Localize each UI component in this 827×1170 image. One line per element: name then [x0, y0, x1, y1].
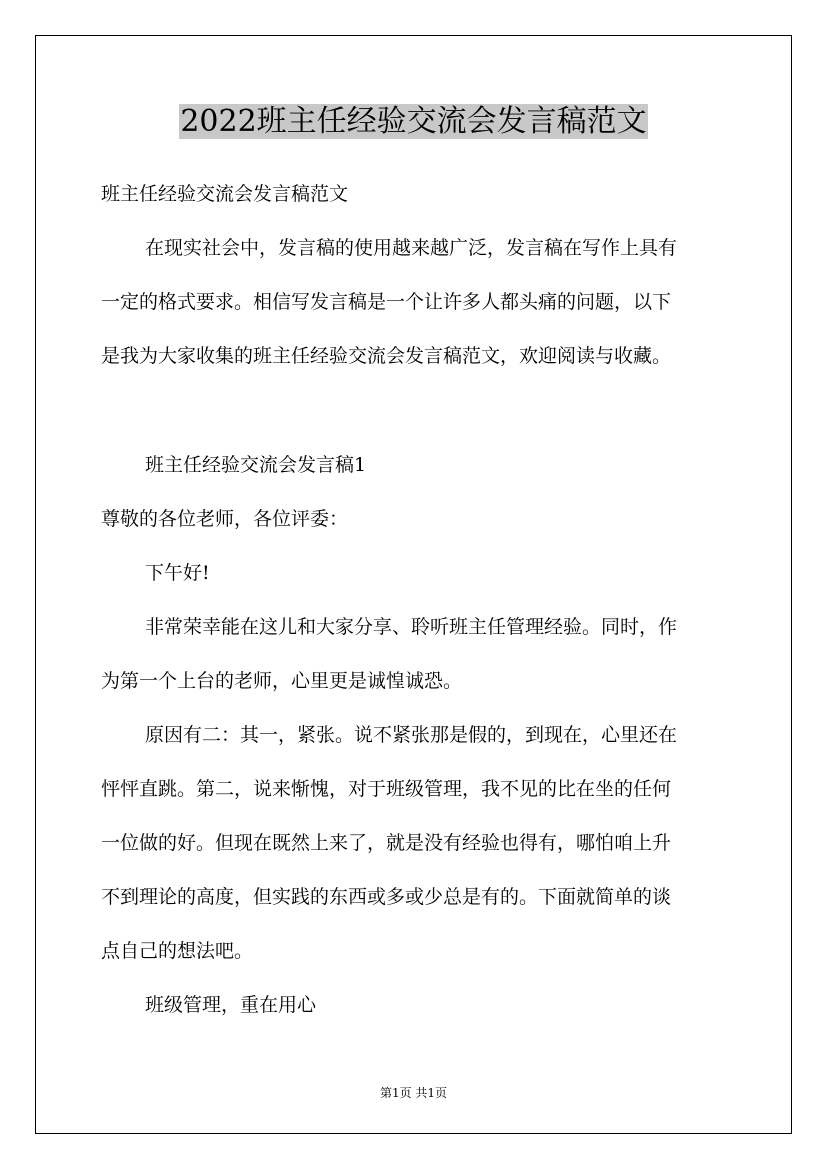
subheading: 班级管理，重在用心 [145, 994, 317, 1016]
intro-heading: 班主任经验交流会发言稿范文 [101, 183, 349, 205]
paragraph-line: 非常荣幸能在这儿和大家分享、聆听班主任管理经验。同时，作 [145, 616, 678, 638]
paragraph-line: 一定的格式要求。相信写发言稿是一个让许多人都头痛的问题，以下 [101, 291, 672, 313]
paragraph-line: 原因有二：其一，紧张。说不紧张那是假的，到现在，心里还在 [145, 724, 678, 746]
page-footer: 第1页 共1页 [379, 1086, 448, 1100]
salutation: 尊敬的各位老师，各位评委： [101, 508, 349, 530]
paragraph-line: 为第一个上台的老师，心里更是诚惶诚恐。 [101, 670, 463, 692]
paragraph-line: 不到理论的高度，但实践的东西或多或少总是有的。下面就简单的谈 [101, 886, 672, 908]
paragraph-line: 点自己的想法吧。 [101, 940, 254, 962]
document-title: 2022班主任经验交流会发言稿范文 [180, 104, 647, 139]
paragraph-line: 在现实社会中，发言稿的使用越来越广泛，发言稿在写作上具有 [145, 237, 678, 259]
paragraph-line: 一位做的好。但现在既然上来了，就是没有经验也得有，哪怕咱上升 [101, 832, 672, 854]
paragraph-line: 是我为大家收集的班主任经验交流会发言稿范文，欢迎阅读与收藏。 [101, 345, 672, 367]
greeting: 下午好! [145, 562, 210, 584]
section-heading: 班主任经验交流会发言稿1 [145, 454, 367, 476]
paragraph-line: 怦怦直跳。第二，说来惭愧，对于班级管理，我不见的比在坐的任何 [101, 778, 672, 800]
